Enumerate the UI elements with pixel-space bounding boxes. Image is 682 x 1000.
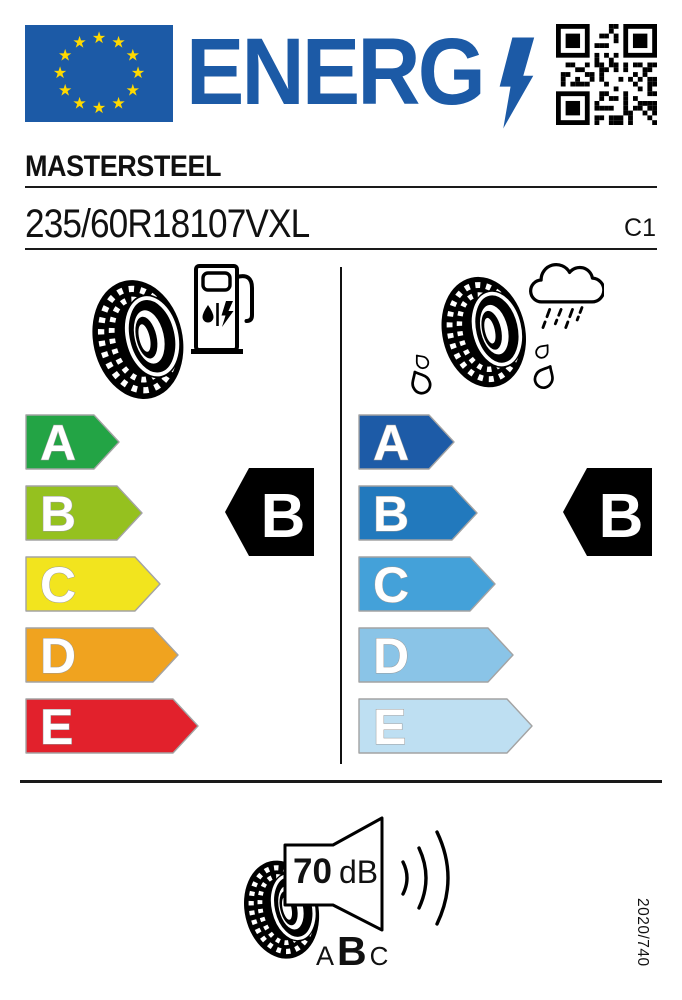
noise-value: 70 xyxy=(293,852,332,891)
star-icon: ★ xyxy=(111,95,126,113)
noise-unit: dB xyxy=(338,854,379,890)
divider-line-top xyxy=(25,186,657,188)
fuel-pump-icon xyxy=(191,263,257,355)
grade-letter: E xyxy=(40,699,74,754)
rain-drops xyxy=(543,308,582,328)
tire-icon xyxy=(86,277,186,408)
star-icon: ★ xyxy=(91,100,107,117)
qr-code xyxy=(556,24,657,125)
grade-arrow-C xyxy=(26,557,160,613)
grade-letter: B xyxy=(373,486,410,542)
star-icon: ★ xyxy=(125,82,140,100)
fuel-rating-letter: B xyxy=(260,482,306,551)
noise-class-A: A xyxy=(316,941,335,971)
grade-arrow-D xyxy=(26,628,178,684)
star-icon: ★ xyxy=(52,65,68,82)
grade-arrow-B xyxy=(26,486,142,542)
rain-cloud-icon xyxy=(520,262,604,338)
eu-flag-icon xyxy=(25,25,173,122)
grade-arrow-B xyxy=(359,486,477,542)
fuel-rating-indicator xyxy=(225,468,315,556)
tire-icon xyxy=(86,277,186,403)
tire-class: C1 xyxy=(624,214,656,242)
grade-letter: C xyxy=(373,557,410,613)
star-icon: ★ xyxy=(58,47,73,65)
divider-line-bottom xyxy=(20,780,662,783)
noise-class-B: B xyxy=(337,928,367,974)
grade-arrow-D xyxy=(359,628,513,684)
noise-class-C: C xyxy=(369,941,389,971)
fuel-efficiency-scale xyxy=(25,414,225,754)
wet-rating-indicator xyxy=(563,468,653,556)
star-icon: ★ xyxy=(58,82,73,100)
star-icon: ★ xyxy=(111,34,126,52)
energy-text: ENERG xyxy=(186,19,484,125)
grade-letter: D xyxy=(373,628,410,684)
tire-size: 235/60R18107VXL xyxy=(25,202,310,246)
grade-letter: D xyxy=(40,628,77,684)
wet-grip-scale xyxy=(358,414,558,754)
grade-letter: E xyxy=(373,699,407,754)
scale-divider xyxy=(340,267,342,764)
sound-waves-icon xyxy=(395,822,457,934)
star-icon: ★ xyxy=(91,30,107,47)
grade-letter: A xyxy=(40,415,77,471)
divider-line-middle xyxy=(25,248,657,250)
grade-letter: C xyxy=(40,557,77,613)
star-icon: ★ xyxy=(130,65,146,82)
noise-level xyxy=(293,852,378,892)
grade-arrow-A xyxy=(359,415,454,471)
grade-letter: B xyxy=(40,486,77,542)
grade-arrow-C xyxy=(359,557,495,613)
star-icon: ★ xyxy=(72,34,87,52)
grade-arrow-E xyxy=(359,699,532,754)
star-icon: ★ xyxy=(72,95,87,113)
wet-rating-letter: B xyxy=(598,482,644,551)
grade-letter: A xyxy=(373,415,410,471)
grade-arrow-A xyxy=(26,415,119,471)
grade-arrow-E xyxy=(26,699,198,754)
lightning-bolt-icon xyxy=(496,34,536,132)
noise-class-row xyxy=(316,928,388,975)
energy-wordmark xyxy=(186,19,484,125)
star-icon: ★ xyxy=(125,47,140,65)
regulation-number: 2020/740 xyxy=(634,898,651,967)
brand-name: MASTERSTEEL xyxy=(25,150,222,183)
